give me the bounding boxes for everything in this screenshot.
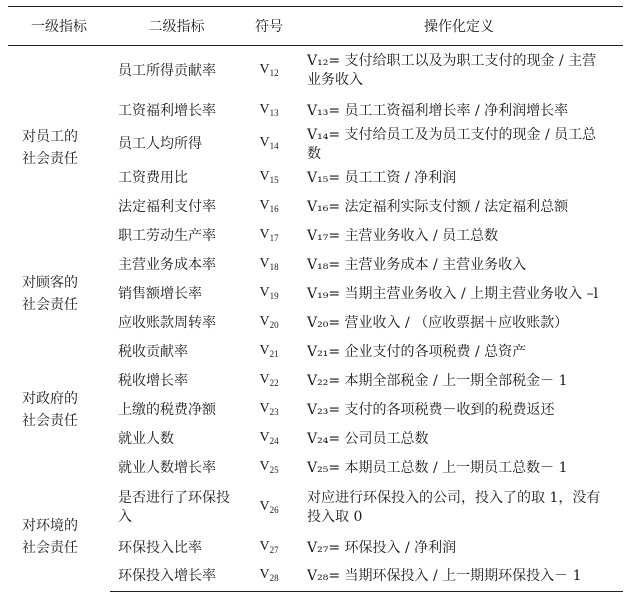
- table-body: [8, 46, 623, 592]
- indicator-table-container: [8, 6, 623, 592]
- category-label-line: 社会责任: [22, 413, 78, 429]
- definition-cell: V₂₀= 营业收入 / （应收票据＋应收账款）: [307, 314, 569, 331]
- category-label-line: 社会责任: [22, 297, 78, 313]
- symbol-subscript: 26: [269, 504, 279, 515]
- indicator-cell: 就业人数增长率: [118, 459, 216, 476]
- category-cell: [8, 483, 110, 592]
- definition-cell: V₁₈= 主营业务成本 / 主营业务收入: [307, 256, 527, 273]
- indicator-cell: 上缴的税费净额: [118, 401, 216, 418]
- indicator-cell: 工资福利增长率: [118, 102, 216, 119]
- definition-cell: 对应进行环保投入的公司，投入了的取 1，没有投入取 0: [307, 490, 601, 525]
- symbol-letter: V: [259, 313, 270, 329]
- indicator-cell: 就业人数: [118, 430, 174, 447]
- header-definition: 操作化定义: [295, 7, 623, 46]
- definition-cell: V₁₇= 主营业务收入 / 员工总数: [307, 227, 499, 244]
- indicator-table: [8, 6, 623, 592]
- symbol-letter: V: [259, 284, 270, 300]
- symbol-cell: [243, 367, 295, 396]
- symbol-subscript: 12: [269, 67, 279, 78]
- symbol-subscript: 18: [269, 261, 279, 272]
- definition-cell: V₂₃= 支付的各项税费－收到的税费返还: [307, 401, 555, 418]
- symbol-subscript: 15: [269, 174, 279, 185]
- symbol-letter: V: [259, 226, 270, 242]
- symbol-letter: V: [259, 567, 270, 583]
- symbol-subscript: 17: [269, 232, 279, 243]
- category-label-line: 对员工的: [22, 129, 78, 146]
- symbol-letter: V: [259, 538, 270, 554]
- definition-cell: V₁₉= 当期主营业务收入 / 上期主营业务收入 –l: [307, 285, 599, 302]
- symbol-cell: [243, 563, 295, 592]
- symbol-letter: V: [259, 400, 270, 416]
- symbol-letter: V: [259, 61, 270, 77]
- symbol-subscript: 19: [269, 290, 279, 301]
- symbol-subscript: 13: [269, 107, 279, 118]
- category-label-line: 社会责任: [22, 540, 78, 556]
- indicator-cell: 环保投入比率: [118, 539, 202, 556]
- definition-cell: V₂₁= 企业支付的各项税费 / 总资产: [307, 343, 527, 360]
- indicator-cell: 法定福利支付率: [118, 198, 216, 215]
- indicator-cell: 职工劳动生产率: [118, 227, 216, 244]
- symbol-subscript: 21: [269, 348, 279, 359]
- category-cell: [8, 251, 110, 338]
- header-row: [8, 7, 623, 46]
- symbol-letter: V: [259, 135, 270, 150]
- definition-cell: V₁₆= 法定福利实际支付额 / 法定福利总额: [307, 198, 569, 215]
- definition-cell: V₂₂= 本期全部税金 / 上一期全部税金－ 1: [307, 372, 568, 389]
- symbol-cell: [243, 338, 295, 367]
- indicator-cell: 销售额增长率: [118, 285, 202, 302]
- symbol-cell: [243, 483, 295, 534]
- symbol-letter: V: [259, 371, 270, 387]
- definition-cell: V₁₂= 支付给职工以及为职工支付的现金 / 主营业务收入: [307, 53, 597, 89]
- definition-cell: V₁₅= 员工工资 / 净利润: [307, 169, 457, 186]
- category-label-line: 对顾客的: [22, 275, 78, 291]
- symbol-subscript: 14: [269, 141, 279, 151]
- symbol-letter: V: [259, 498, 270, 514]
- symbol-cell: [243, 97, 295, 126]
- header-level2: 二级指标: [110, 7, 243, 46]
- definition-cell: V₂₈= 当期环保投入 / 上一期期环保投入－ 1: [295, 563, 623, 592]
- symbol-subscript: 27: [269, 544, 279, 555]
- symbol-letter: V: [259, 255, 270, 271]
- table-row: [8, 483, 623, 534]
- symbol-cell: [243, 251, 295, 280]
- definition-cell: V₂₅= 本期员工总数 / 上一期员工总数－ 1: [307, 459, 568, 476]
- indicator-cell: 税收贡献率: [118, 343, 188, 360]
- definition-cell: V₁₃= 员工工资福利增长率 / 净利润增长率: [307, 102, 569, 119]
- symbol-cell: [243, 454, 295, 483]
- symbol-subscript: 25: [269, 464, 279, 475]
- table-row: [8, 251, 623, 280]
- symbol-cell: [243, 222, 295, 251]
- definition-cell: V₂₇= 环保投入 / 净利润: [307, 539, 457, 556]
- symbol-subscript: 16: [269, 203, 279, 214]
- symbol-letter: V: [259, 429, 270, 445]
- definition-cell: V₂₄= 公司员工总数: [307, 430, 429, 447]
- category-cell: [8, 46, 110, 251]
- category-label-line: 社会责任: [22, 151, 78, 168]
- indicator-cell: 应收账款周转率: [118, 314, 216, 331]
- indicator-cell: 工资费用比: [118, 169, 188, 186]
- category-label-line: 对环境的: [22, 518, 78, 534]
- indicator-cell: 环保投入增长率: [110, 563, 243, 592]
- indicator-cell: 主营业务成本率: [118, 256, 216, 273]
- symbol-cell: [243, 193, 295, 222]
- indicator-cell: 是否进行了环保投入: [118, 490, 230, 525]
- symbol-letter: V: [259, 168, 270, 184]
- symbol-subscript: 22: [269, 377, 279, 388]
- symbol-cell: [243, 164, 295, 193]
- symbol-cell: [243, 425, 295, 454]
- symbol-letter: V: [259, 101, 270, 117]
- symbol-cell: [243, 534, 295, 563]
- indicator-cell: 税收增长率: [118, 372, 188, 389]
- category-cell: [8, 338, 110, 483]
- symbol-cell: [243, 396, 295, 425]
- header-level1: 一级指标: [8, 7, 110, 46]
- symbol-cell: [243, 46, 295, 97]
- table-row: [8, 338, 623, 367]
- symbol-cell: [243, 309, 295, 338]
- category-label-line: 对政府的: [22, 391, 78, 407]
- symbol-subscript: 28: [269, 573, 279, 584]
- header-symbol: 符号: [243, 7, 295, 46]
- symbol-letter: V: [259, 342, 270, 358]
- symbol-subscript: 24: [269, 435, 279, 446]
- symbol-letter: V: [259, 197, 270, 213]
- definition-cell: V₁₄= 支付给员工及为员工支付的现金 / 员工总数: [307, 126, 597, 162]
- symbol-subscript: 23: [269, 406, 279, 417]
- indicator-cell: 员工所得贡献率: [118, 62, 216, 79]
- symbol-subscript: 20: [269, 319, 279, 330]
- table-row: [8, 46, 623, 97]
- indicator-cell: 员工人均所得: [118, 136, 202, 152]
- symbol-cell: [243, 126, 295, 164]
- symbol-letter: V: [259, 458, 270, 474]
- symbol-cell: [243, 280, 295, 309]
